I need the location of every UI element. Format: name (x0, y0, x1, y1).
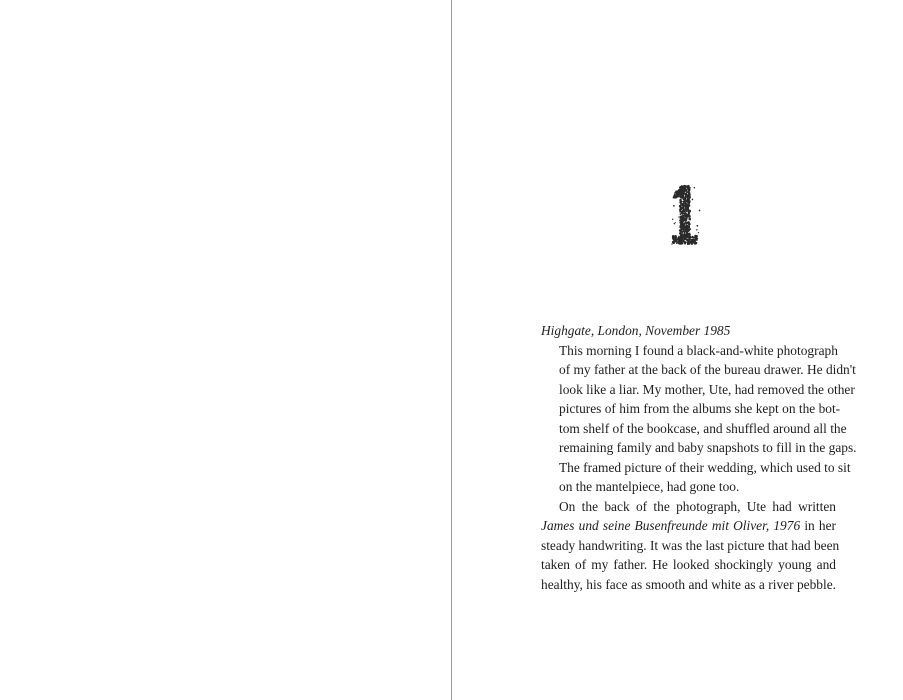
stipple-dot (678, 236, 679, 237)
stipple-dot (694, 187, 696, 189)
stipple-dot (682, 214, 685, 217)
stipple-dot (695, 235, 698, 238)
stipple-dot (675, 239, 677, 241)
stipple-dot (689, 223, 691, 225)
stipple-dot (671, 244, 672, 245)
stipple-dot (683, 197, 685, 199)
stipple-dot (689, 216, 690, 217)
stipple-dot (678, 216, 679, 217)
stipple-dot (683, 223, 685, 225)
stipple-dot (694, 237, 696, 239)
stipple-dot (690, 241, 692, 243)
stipple-dot (687, 197, 688, 198)
stipple-dot (684, 234, 686, 236)
stipple-dot (680, 211, 682, 213)
left-page-blank (0, 0, 451, 700)
stipple-dot (689, 203, 690, 204)
stipple-dot (672, 235, 674, 237)
text-line: On the back of the photograph, Ute had written (559, 498, 836, 514)
stipple-dot (673, 205, 675, 207)
stipple-dot (688, 193, 691, 196)
stipple-dot (696, 237, 698, 239)
stipple-dot (681, 185, 682, 186)
stipple-dot (677, 241, 679, 243)
stipple-dot (691, 241, 693, 243)
stipple-dot (685, 218, 688, 221)
text-line: tom shelf of the bookcase, and shuffled around all the (559, 420, 847, 436)
stipple-dot (686, 222, 687, 223)
stipple-dot (685, 241, 687, 243)
stipple-dot (684, 214, 686, 216)
stipple-dot (687, 214, 688, 215)
stipple-dot (683, 210, 685, 212)
stipple-dot (687, 227, 689, 229)
stipple-dot (689, 243, 691, 245)
stipple-dot (688, 199, 690, 201)
stipple-dot (688, 230, 690, 232)
stipple-dot (683, 198, 685, 200)
stipple-dot (683, 186, 686, 189)
stipple-dot (686, 211, 688, 213)
stipple-dot (682, 220, 684, 222)
stipple-dot (684, 238, 686, 240)
text-line: pictures of him from the albums she kept on the bot- (559, 401, 841, 416)
stipple-dot (696, 229, 697, 230)
stipple-dot (676, 191, 678, 193)
stipple-dot (680, 195, 682, 197)
stipple-dot (678, 194, 680, 196)
text-line: of my father at the back of the bureau drawer. He didn't (559, 362, 856, 377)
stipple-dot (683, 212, 685, 214)
stipple-dot (684, 199, 686, 201)
stipple-dot (674, 241, 675, 242)
stipple-dot (680, 228, 683, 231)
text-line: This morning I found a black-and-white photograph (559, 342, 838, 358)
stipple-dot (681, 218, 683, 220)
stipple-dot (696, 225, 698, 227)
stipple-dot (688, 210, 690, 212)
stipple-dot (674, 223, 675, 224)
stipple-dot (688, 191, 690, 193)
stipple-dot (683, 230, 685, 232)
stipple-dot (695, 242, 697, 244)
stipple-dot (681, 201, 682, 202)
stipple-dot (688, 233, 691, 236)
stipple-dot (683, 201, 685, 203)
chapter-text-block (541, 321, 857, 594)
stipple-dot (683, 190, 684, 191)
stipple-dot (677, 238, 679, 240)
stipple-dot (689, 196, 691, 198)
stipple-dot (682, 208, 683, 209)
stipple-dot (684, 211, 685, 212)
stipple-dot (680, 238, 682, 240)
stipple-dot (680, 223, 682, 225)
stipple-dot (675, 222, 676, 223)
stipple-dot (689, 238, 690, 239)
text-line-with-caption (541, 516, 836, 536)
stipple-dot (684, 204, 686, 206)
stipple-dot (681, 193, 683, 195)
stipple-dot (682, 210, 683, 211)
text-line: healthy, his face as smooth and white as a river pebble. (541, 576, 836, 592)
stipple-dot (686, 208, 689, 211)
stipple-dot (680, 231, 682, 233)
photo-caption-italic: James und seine Busenfreunde mit Oliver, 1976 (541, 518, 801, 533)
stipple-dot (687, 236, 690, 239)
stipple-dot (686, 201, 688, 203)
paragraph-1 (541, 341, 857, 497)
text-line: taken of my father. He looked shockingly young and (541, 557, 836, 572)
chapter-number-1-stippled (664, 180, 704, 252)
stipple-dot (689, 205, 690, 206)
stipple-dot (672, 219, 673, 220)
text-line: The framed picture of their wedding, which used to sit (559, 459, 851, 475)
stipple-dot (682, 243, 683, 244)
stipple-dot (680, 208, 681, 209)
stipple-dot (680, 216, 681, 217)
stipple-dot (685, 225, 687, 227)
text-line: look like a liar. My mother, Ute, had removed the other (559, 381, 855, 397)
stipple-dot (680, 244, 681, 245)
stipple-dot (687, 187, 689, 189)
stippled-numeral-graphic (664, 180, 704, 252)
stipple-dot (692, 199, 694, 201)
stipple-dot (682, 226, 684, 228)
stipple-dot (695, 239, 697, 241)
stipple-dot (694, 243, 695, 244)
text-line: remaining family and baby snapshots to fill in the gaps. (559, 440, 857, 455)
stipple-dot (685, 194, 687, 196)
stipple-dot (681, 225, 682, 226)
stipple-dot (699, 210, 701, 212)
stipple-dot (681, 203, 683, 205)
text-line: steady handwriting. It was the last picture that had been (541, 537, 840, 553)
text-fragment: in her (800, 518, 836, 533)
text-line: on the mantelpiece, had gone too. (559, 479, 740, 494)
stipple-dot (675, 195, 678, 198)
place-date-heading: Highgate, London, November 1985 (541, 323, 731, 338)
stipple-dot (688, 189, 689, 190)
stipple-dot (686, 193, 688, 195)
paragraph-2 (541, 497, 840, 595)
stipple-dot (680, 206, 682, 208)
stipple-dot (698, 232, 699, 233)
stipple-dot (691, 243, 693, 245)
stipple-dot (687, 204, 688, 205)
stipple-dot (687, 239, 689, 241)
stipple-dot (679, 190, 681, 192)
stipple-dot (685, 229, 687, 231)
stipple-dot (687, 188, 688, 189)
stipple-dot (690, 237, 691, 238)
